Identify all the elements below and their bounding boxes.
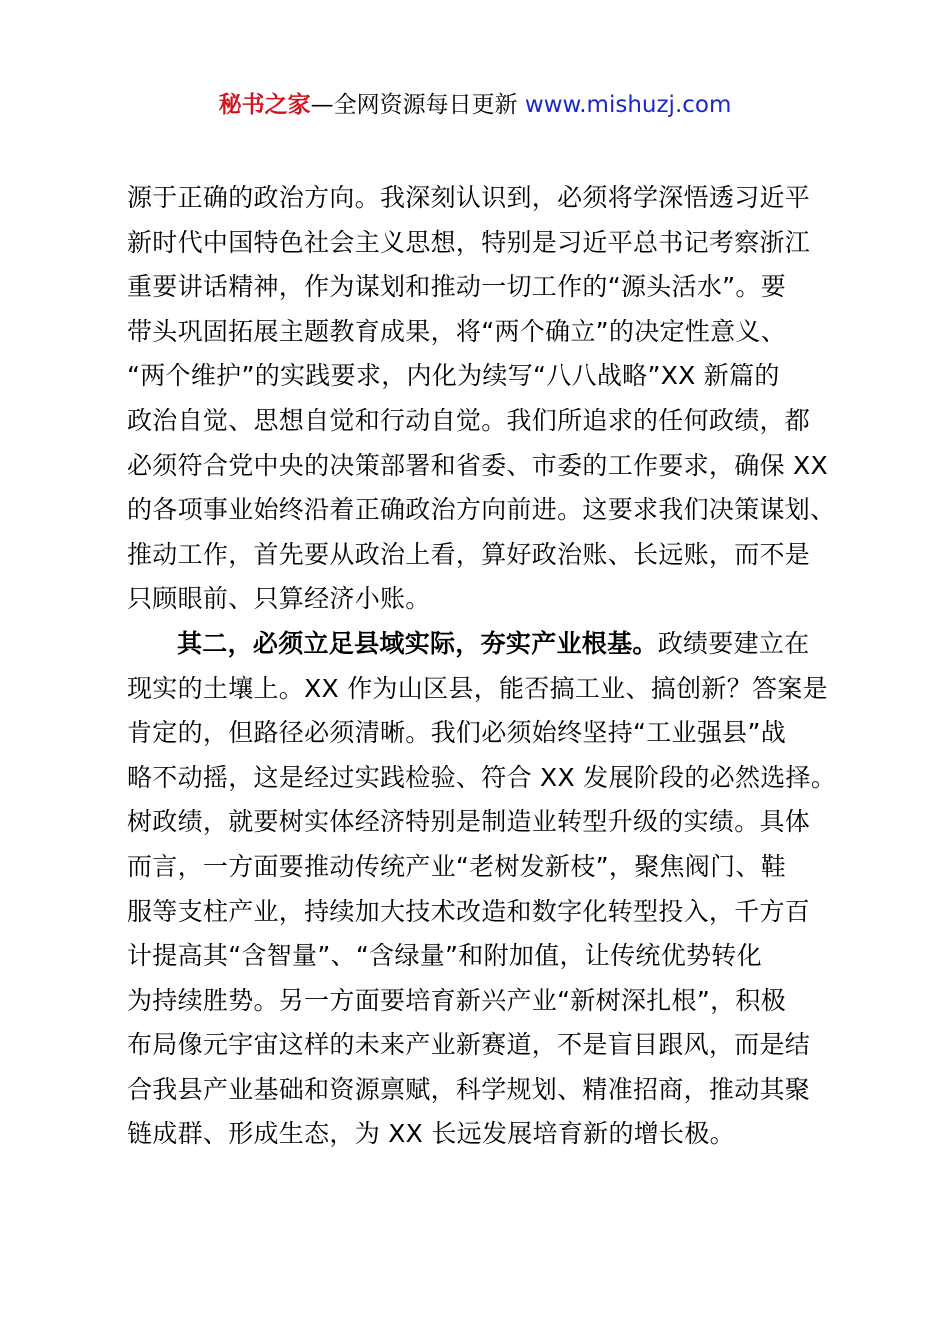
text-line: 政治自觉、思想自觉和行动自觉。我们所追求的任何政绩，都 [127,405,811,435]
site-url[interactable]: www.mishuzj.com [524,92,732,118]
document-body [127,176,837,1157]
brand-name: 秘书之家 [218,92,311,118]
paragraph-heading: 其二，必须立足县域实际，夯实产业根基。 [177,628,658,658]
text-line: 现实的土壤上。XX 作为山区县，能否搞工业、搞创新？答案是 [127,673,828,703]
text-line: 肯定的，但路径必须清晰。我们必须始终坚持“工业强县”战 [127,718,787,748]
paragraph-2 [127,622,837,1157]
text-line: 链成群、形成生态，为 XX 长远发展培育新的增长极。 [127,1119,735,1149]
text-line: 的各项事业始终沿着正确政治方向前进。这要求我们决策谋划、 [127,495,836,525]
text-line: 略不动摇，这是经过实践检验、符合 XX 发展阶段的必然选择。 [127,762,837,792]
page-header [0,88,950,122]
text-line: 源于正确的政治方向。我深刻认识到，必须将学深悟透习近平 [127,183,811,212]
text-line: 而言，一方面要推动传统产业“老树发新枝”，聚焦阀门、鞋 [127,851,787,881]
text-line: 只顾眼前、只算经济小账。 [127,584,431,614]
text-line: 服等支柱产业，持续加大技术改造和数字化转型投入，千方百 [127,896,811,926]
text-line: 合我县产业基础和资源禀赋，科学规划、精准招商，推动其聚 [127,1074,811,1104]
header-tagline: —全网资源每日更新 [310,92,525,118]
paragraph-2-first-line [127,622,837,667]
text-line: 推动工作，首先要从政治上看，算好政治账、长远账，而不是 [127,539,811,569]
text-line: 为持续胜势。另一方面要培育新兴产业“新树深扎根”，积极 [127,985,787,1015]
text-line: 布局像元宇宙这样的未来产业新赛道，不是盲目跟风，而是结 [127,1030,811,1060]
paragraph-1 [127,176,837,622]
text-line: 新时代中国特色社会主义思想，特别是习近平总书记考察浙江 [127,227,811,257]
text-line: 计提高其“含智量”、“含绿量”和附加值，让传统优势转化 [127,941,762,971]
text-line: 必须符合党中央的决策部署和省委、市委的工作要求，确保 XX [127,450,828,480]
text-line: 带头巩固拓展主题教育成果，将“两个确立”的决定性意义、 [127,316,787,346]
paragraph-2-first-line-text: 政绩要建立在 [657,628,810,658]
text-line: “两个维护”的实践要求，内化为续写“八八战略”XX 新篇的 [127,361,780,391]
text-line: 树政绩，就要树实体经济特别是制造业转型升级的实绩。具体 [127,807,811,837]
text-line: 重要讲话精神，作为谋划和推动一切工作的“源头活水”。要 [127,272,787,302]
